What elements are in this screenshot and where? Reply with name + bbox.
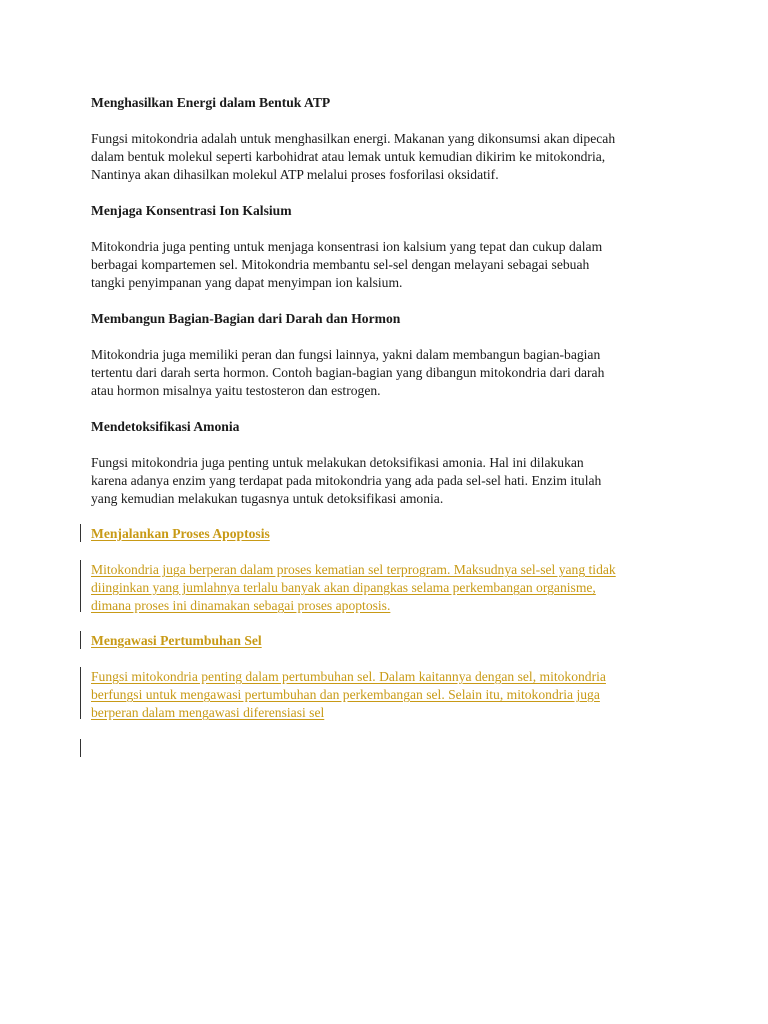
section-heading-apoptosis: Menjalankan Proses Apoptosis [91, 526, 270, 541]
paragraph-line: Fungsi mitokondria penting dalam pertumbuhan sel. Dalam kaitannya dengan sel, mitokondria [91, 669, 606, 684]
paragraph-line: dimana proses ini dinamakan sebagai proses apoptosis. [91, 598, 391, 613]
paragraph-line: tangki penyimpanan yang dapat menyimpan ion kalsium. [91, 275, 403, 290]
section-paragraph-apoptosis [91, 561, 691, 615]
paragraph-line: diinginkan yang jumlahnya terlalu banyak akan dipangkas selama perkembangan organisme, [91, 580, 596, 595]
paragraph-line: Nantinya akan dihasilkan molekul ATP melalui proses fosforilasi oksidatif. [91, 167, 499, 182]
section-heading-darah-hormon: Membangun Bagian-Bagian dari Darah dan Hormon [91, 311, 401, 326]
change-bar [80, 560, 81, 612]
paragraph-line: Fungsi mitokondria juga penting untuk melakukan detoksifikasi amonia. Hal ini dilakukan [91, 455, 584, 470]
section-paragraph-atp [91, 130, 691, 184]
paragraph-line: Fungsi mitokondria adalah untuk menghasilkan energi. Makanan yang dikonsumsi akan dipecah [91, 131, 616, 146]
section-heading-atp: Menghasilkan Energi dalam Bentuk ATP [91, 95, 331, 110]
section-paragraph-amonia [91, 454, 691, 508]
section-paragraph-kalsium [91, 238, 691, 292]
section-heading-amonia: Mendetoksifikasi Amonia [91, 419, 240, 434]
section-heading-pertumbuhan-sel: Mengawasi Pertumbuhan Sel [91, 633, 262, 648]
paragraph-line: Mitokondria juga memiliki peran dan fungsi lainnya, yakni dalam membangun bagian-bagian [91, 347, 601, 362]
change-bar [80, 667, 81, 719]
paragraph-line: yang kemudian melakukan tugasnya untuk detoksifikasi amonia. [91, 491, 444, 506]
paragraph-line: Mitokondria juga penting untuk menjaga konsentrasi ion kalsium yang tepat dan cukup dalam [91, 239, 603, 254]
section-paragraph-pertumbuhan-sel [91, 668, 691, 722]
paragraph-line: tertentu dari darah serta hormon. Contoh bagian-bagian yang dibangun mitokondria dari darah [91, 365, 605, 380]
paragraph-line: Mitokondria juga berperan dalam proses kematian sel terprogram. Maksudnya sel-sel yang tidak [91, 562, 616, 577]
paragraph-line: berbagai kompartemen sel. Mitokondria membantu sel-sel dengan melayani sebagai sebuah [91, 257, 590, 272]
paragraph-line: atau hormon misalnya yaitu testosteron dan estrogen. [91, 383, 381, 398]
paragraph-line: berperan dalam mengawasi diferensiasi sel [91, 705, 325, 720]
paragraph-line: dalam bentuk molekul seperti karbohidrat atau lemak untuk kemudian dikirim ke mitokondria, [91, 149, 606, 164]
change-bar [80, 739, 81, 757]
change-bar [80, 524, 81, 542]
paragraph-line: karena adanya enzim yang terdapat pada mitokondria yang ada pada sel-sel hati. Enzim itulah [91, 473, 602, 488]
change-bar [80, 631, 81, 649]
section-paragraph-darah-hormon [91, 346, 691, 400]
section-heading-kalsium: Menjaga Konsentrasi Ion Kalsium [91, 203, 292, 218]
paragraph-line: berfungsi untuk mengawasi pertumbuhan dan perkembangan sel. Selain itu, mitokondria juga [91, 687, 600, 702]
